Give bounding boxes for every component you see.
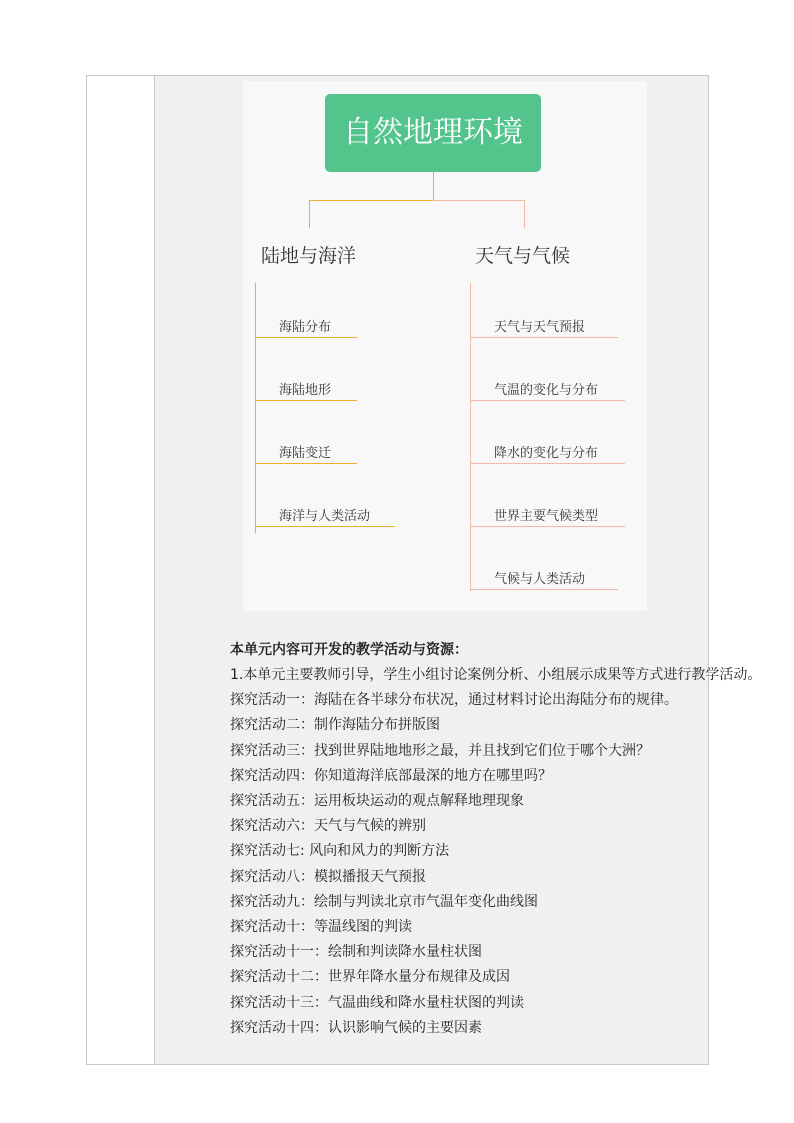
branch-right-underline [470,526,625,527]
branch-left-item: 海陆分布 [279,320,332,335]
branch-left-item: 海陆变迁 [279,446,332,461]
section-heading: 本单元内容可开发的教学活动与资源： [230,642,468,658]
mind-map [243,81,647,611]
paragraph-line: 探究活动十一：绘制和判读降水量柱状图 [230,944,482,961]
branch-right-item: 气候与人类活动 [494,572,586,587]
branch-right-item: 降水的变化与分布 [494,446,599,461]
branch-left-underline [255,463,357,464]
branch-left-underline [255,526,395,527]
paragraph-line: 探究活动三：找到世界陆地地形之最，并且找到它们位于哪个大洲？ [230,742,650,759]
paragraph-line: 探究活动五：运用板块运动的观点解释地理现象 [230,793,524,810]
branch-left-spine [255,283,256,533]
root-bar-left [309,200,434,201]
branch-title-weather-climate: 天气与气候 [475,245,571,267]
table-content-cell [155,76,762,1064]
table-left-column [87,76,155,1064]
branch-right-item: 气温的变化与分布 [494,383,599,398]
branch-left-item: 海洋与人类活动 [279,509,371,524]
root-stem [433,172,434,200]
branch-left-item: 海陆地形 [279,383,332,398]
paragraph-line: 探究活动六：天气与气候的辨别 [230,818,426,835]
activities-section [230,638,775,1041]
branch-right-underline [470,589,618,590]
paragraph-line: 探究活动九：绘制与判读北京市气温年变化曲线图 [230,893,538,910]
lesson-table [86,75,762,1065]
branch-right-underline [470,463,625,464]
paragraph-line: 探究活动十二：世界年降水量分布规律及成因 [230,969,510,986]
mind-map-root: 自然地理环境 [325,94,541,172]
paragraph-line: 探究活动二：制作海陆分布拼版图 [230,717,440,734]
paragraph-line: 1.本单元主要教师引导，学生小组讨论案例分析、小组展示成果等方式进行教学活动。 [230,667,762,683]
root-drop-right [524,200,525,228]
paragraph-line: 探究活动四：你知道海洋底部最深的地方在哪里吗？ [230,767,552,784]
root-bar-right [433,200,525,201]
branch-right-underline [470,337,618,338]
branch-title-land-ocean: 陆地与海洋 [261,245,357,267]
branch-left-underline [255,337,357,338]
root-drop-left [309,200,310,228]
paragraph-line: 探究活动一：海陆在各半球分布状况，通过材料讨论出海陆分布的规律。 [230,692,678,709]
branch-right-item: 世界主要气候类型 [494,509,599,524]
branch-left-underline [255,400,357,401]
paragraph-line: 探究活动八：模拟播报天气预报 [230,868,426,885]
branch-right-underline [470,400,625,401]
branch-right-spine [470,283,471,591]
paragraph-line: 探究活动七: 风向和风力的判断方法 [230,843,450,860]
paragraph-line: 探究活动十三：气温曲线和降水量柱状图的判读 [230,994,524,1011]
branch-right-item: 天气与天气预报 [494,320,586,335]
paragraph-line: 探究活动十四：认识影响气候的主要因素 [230,1019,482,1036]
paragraph-line: 探究活动十：等温线图的判读 [230,919,412,936]
